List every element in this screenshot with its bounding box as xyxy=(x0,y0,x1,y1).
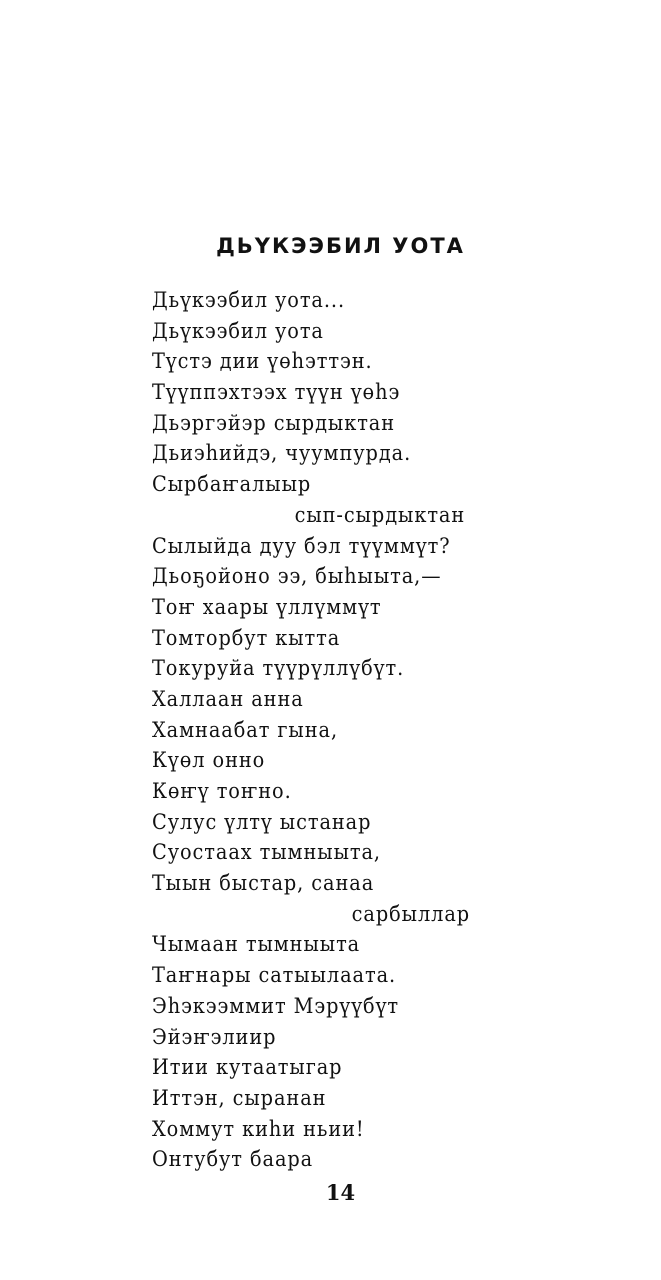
poem-line: Сулус үлтү ыстанар xyxy=(152,809,372,834)
poem-line: Хамнаабат гына, xyxy=(152,717,339,742)
poem-body xyxy=(152,285,492,1175)
poem-line: Эйэҥэлиир xyxy=(152,1024,277,1049)
poem-line: Күөл онно xyxy=(152,748,266,773)
poem-line: Түүппэхтээх түүн үөһэ xyxy=(152,380,401,405)
poem-line: Таҥнары сатыылаата. xyxy=(152,963,397,988)
poem-line: Халлаан анна xyxy=(152,686,304,711)
poem-line: Сырбаҥалыыр xyxy=(152,472,312,497)
poem-line: Эһэкээммит Мэрүүбүт xyxy=(152,993,400,1018)
poem-line: Томторбут кытта xyxy=(152,625,341,650)
poem-title: ДЬҮКЭЭБИЛ УОТА xyxy=(216,234,465,258)
poem-line: Дьүкээбил уота... xyxy=(152,288,346,312)
poem-line: сарбыллар xyxy=(351,901,471,926)
poem-line: Иттэн, сыранан xyxy=(152,1085,327,1110)
poem-line: Суостаах тымныыта, xyxy=(152,840,382,865)
poem-line: Токуруйа түүрүллүбүт. xyxy=(152,656,405,681)
poem-line: Чымаан тымныыта xyxy=(152,932,361,957)
poem-line: сып-сырдыктан xyxy=(294,502,466,527)
poem-line: Түстэ дии үөһэттэн. xyxy=(152,349,373,374)
poem-line: Тыын быстар, санаа xyxy=(152,871,375,896)
page-number: 14 xyxy=(325,1180,356,1205)
poem-line: Дьоҕойоно ээ, быһыыта,— xyxy=(152,564,442,589)
poem-line: Дьүкээбил уота xyxy=(152,318,324,343)
poem-line: Көҥү тоҥно. xyxy=(152,779,292,803)
poem-line: Дьиэһийдэ, чуумпурда. xyxy=(152,441,412,466)
poem-line: Хоммут киһи ньии! xyxy=(152,1116,365,1141)
poem-line: Дьэргэйэр сырдыктан xyxy=(152,410,396,435)
poem-line: Сылыйда дуу бэл түүммүт? xyxy=(152,533,451,558)
poem-line: Онтубут баара xyxy=(152,1147,314,1172)
poem-line: Тоҥ хаары үллүммүт xyxy=(152,594,382,619)
poem-line: Итии кутаатыгар xyxy=(152,1055,343,1080)
